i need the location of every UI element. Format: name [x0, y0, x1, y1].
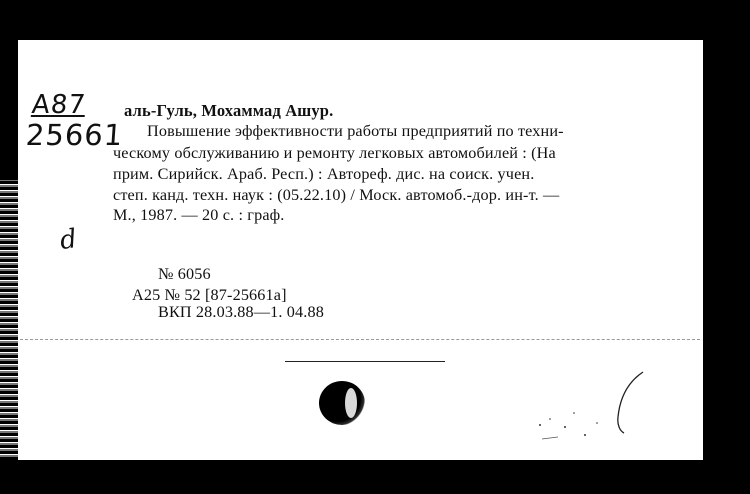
short-rule	[285, 361, 445, 362]
faint-rule	[20, 339, 700, 340]
scan-specks	[530, 405, 620, 445]
handwritten-mark: d	[57, 223, 79, 257]
punch-hole-highlight	[345, 388, 357, 418]
call-number-bottom: 25661	[24, 118, 125, 152]
punch-hole	[319, 381, 365, 425]
description-line: ческому обслуживанию и ремонту легковых автомобилей : (На	[113, 144, 556, 162]
description-line: Повышение эффективности работы предприятий по техни-	[147, 122, 564, 140]
description-line: прим. Сирийск. Араб. Респ.) : Автореф. дис. на соиск. учен.	[113, 165, 535, 183]
scan-border-bottom	[0, 460, 750, 494]
author-heading: аль-Гуль, Мохаммад Ашур.	[124, 101, 334, 120]
description-line: степ. канд. техн. наук : (05.22.10) / Моск. автомоб.-дор. ин-т. —	[113, 186, 560, 204]
call-number-top: A87	[30, 90, 88, 120]
accession-number: № 6056	[158, 265, 211, 283]
card-edge-strip	[0, 180, 18, 460]
bkp-reference: ВКП 28.03.88—1. 04.88	[158, 303, 324, 321]
a25-reference: A25 № 52 [87-25661a]	[132, 286, 287, 304]
scan-border-right	[703, 0, 750, 494]
description-line: М., 1987. — 20 с. : граф.	[113, 206, 285, 224]
